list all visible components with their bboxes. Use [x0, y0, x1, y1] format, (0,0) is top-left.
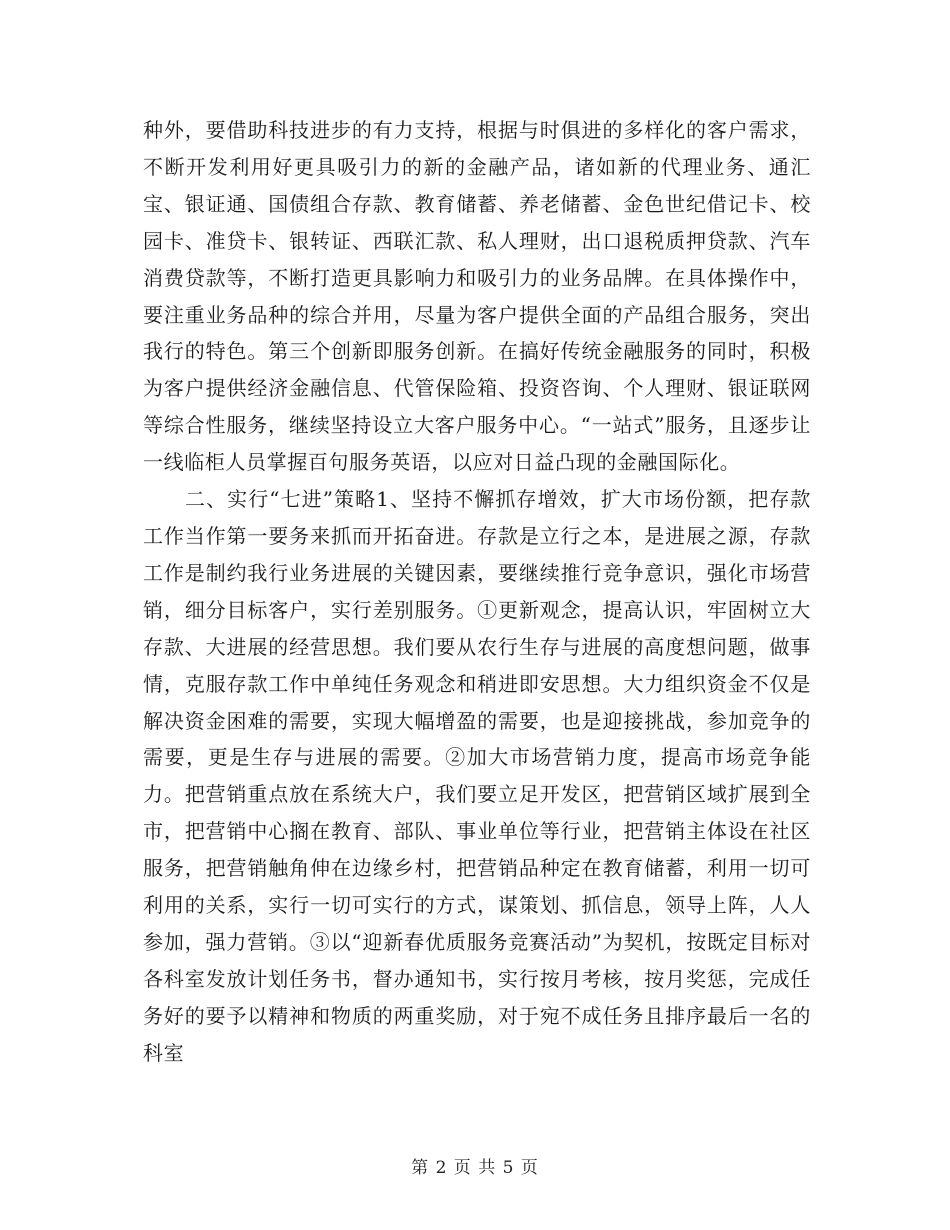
paragraph-1: 种外，要借助科技进步的有力支持，根据与时俱进的多样化的客户需求，不断开发利用好更具吸引力的新的金融产品，诸如新的代理业务、通汇宝、银证通、国债组合存款、教育储蓄、养老储蓄、金色世纪借记卡、校园卡、准贷卡、银转证、西联汇款、私人理财，出口退税质押贷款、汽车消费贷款等，不断打造更具影响力和吸引力的业务品牌。在具体操作中，要注重业务品种的综合并用，尽量为客户提供全面的产品组合服务，突出我行的特色。第三个创新即服务创新。在搞好传统金融服务的同时，积极为客户提供经济金融信息、代管保险箱、投资咨询、个人理财、银证联网等综合性服务，继续坚持设立大客户服务中心。“一站式”服务，且逐步让一线临柜人员掌握百句服务英语，以应对日益凸现的金融国际化。 — [143, 118, 811, 475]
paragraph-2: 二、实行“七进”策略1、坚持不懈抓存增效，扩大市场份额，把存款工作当作第一要务来抓而开拓奋进。存款是立行之本，是进展之源，存款工作是制约我行业务进展的关键因素，要继续推行竞争意识，强化市场营销，细分目标客户，实行差别服务。①更新观念，提高认识，牢固树立大存款、大进展的经营思想。我们要从农行生存与进展的高度想问题，做事情，克服存款工作中单纯任务观念和稍进即安思想。大力组织资金不仅是解决资金困难的需要，实现大幅增盈的需要，也是迎接挑战，参加竞争的需要，更是生存与进展的需要。②加大市场营销力度，提高市场竞争能力。把营销重点放在系统大户，我们要立足开发区，把营销区域扩展到全市，把营销中心搁在教育、部队、事业单位等行业，把营销主体设在社区服务，把营销触角伸在边缘乡村，把营销品种定在教育储蓄，利用一切可利用的关系，实行一切可实行的方式，谋策划、抓信息，领导上阵，人人参加，强力营销。③以“迎新春优质服务竞赛活动”为契机，按既定目标对各科室发放计划任务书，督办通知书，实行按月考核，按月奖惩，完成任务好的要予以精神和物质的两重奖励，对于宛不成任务且排序最后一名的科室 — [143, 487, 811, 1065]
document-body — [143, 112, 811, 1072]
page-number: 第 2 页 共 5 页 — [411, 1158, 539, 1178]
